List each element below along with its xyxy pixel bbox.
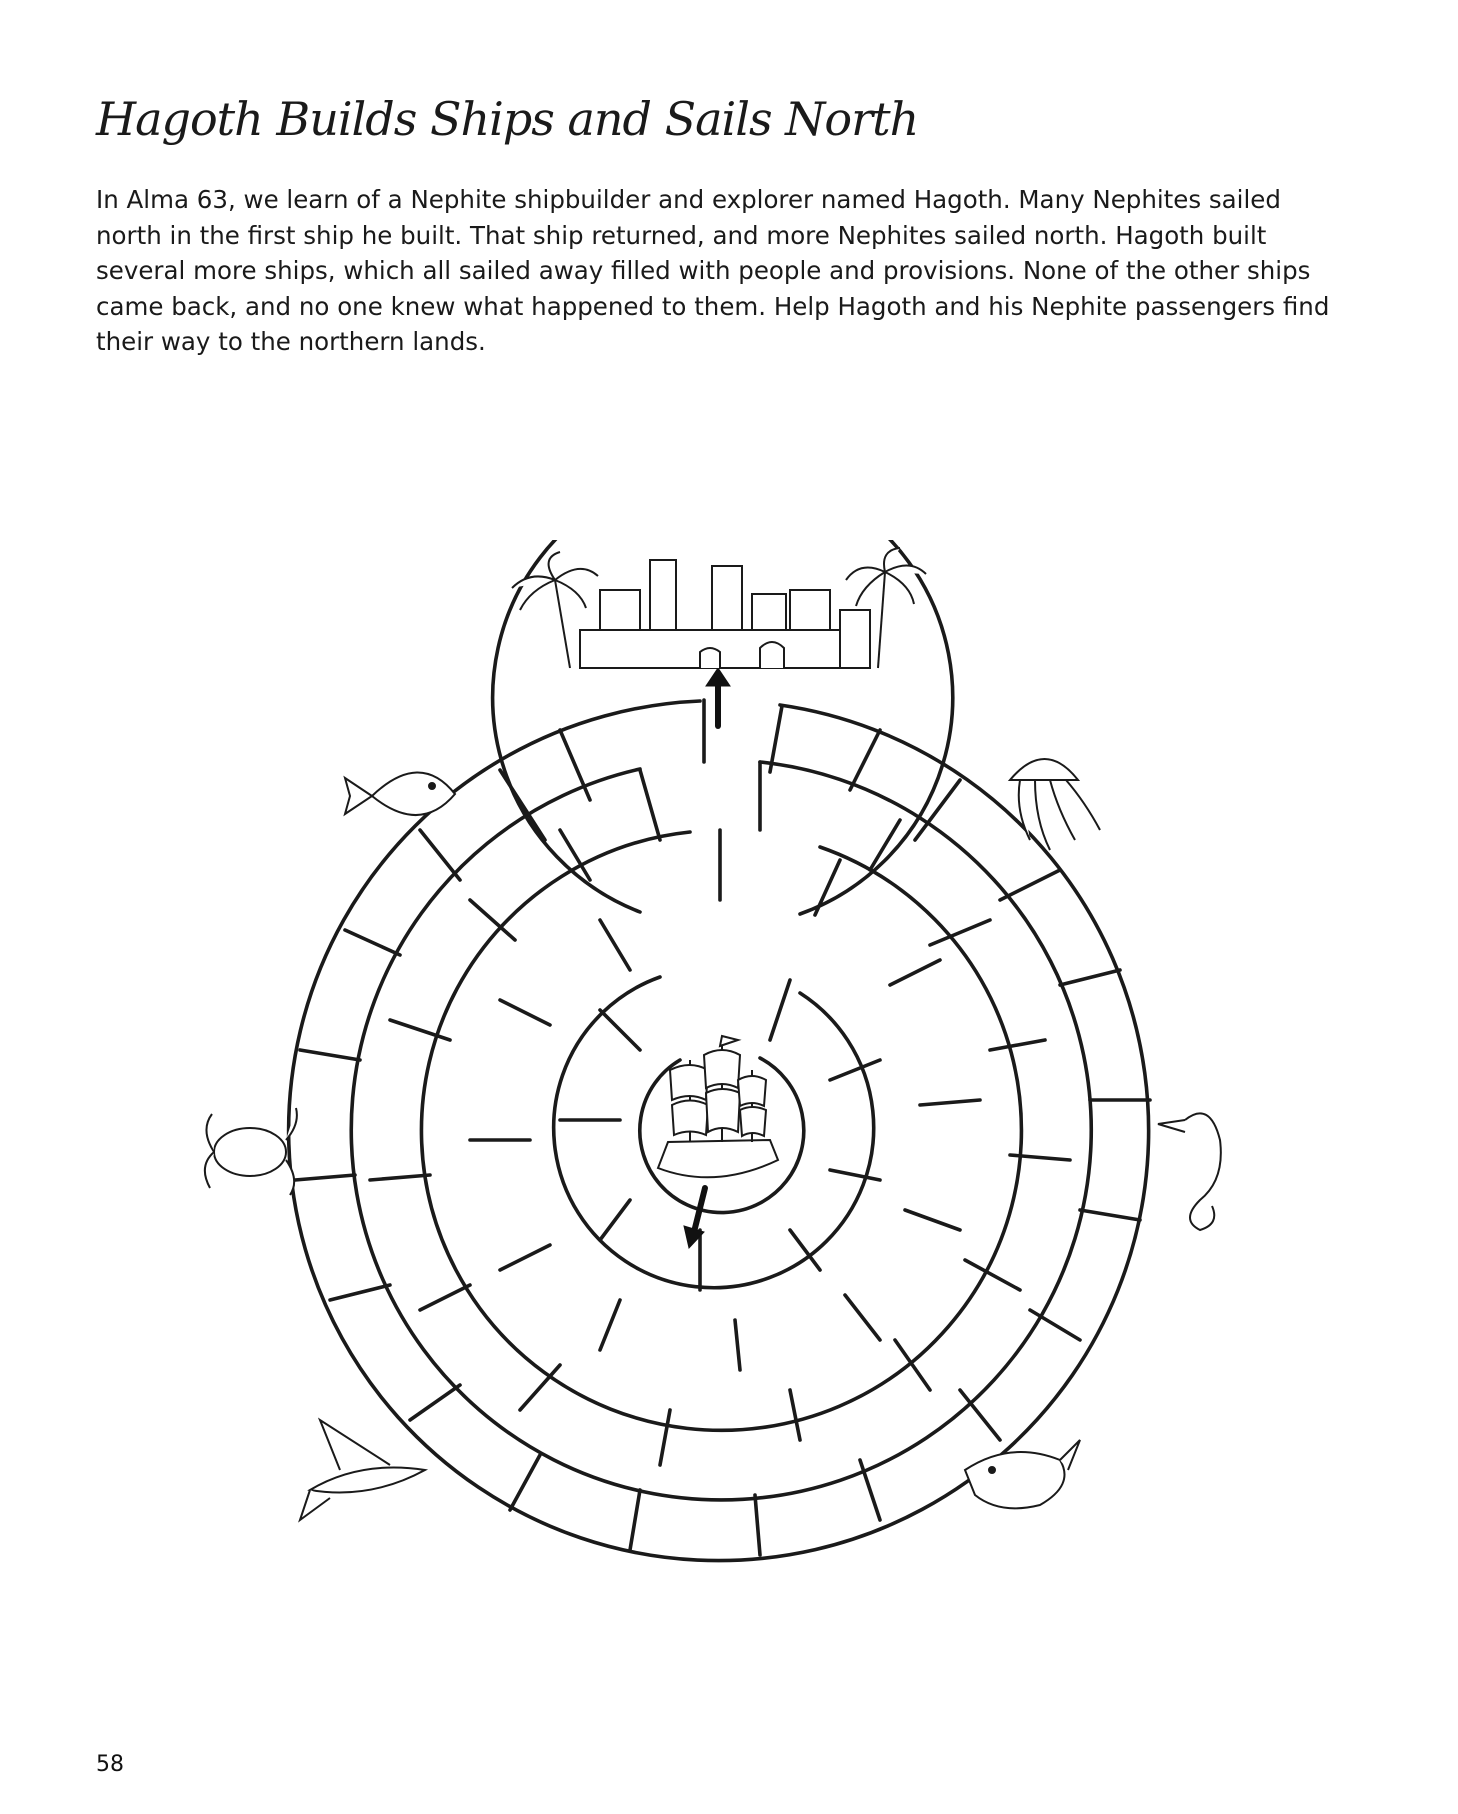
exit-arrow-head xyxy=(706,668,730,686)
northern-city-icon xyxy=(512,548,926,668)
circular-maze[interactable] xyxy=(0,540,1458,1600)
maze-ring-5 xyxy=(554,977,874,1288)
page-title: Hagoth Builds Ships and Sails North xyxy=(96,92,919,146)
maze-drawing xyxy=(0,540,1458,1600)
intro-paragraph: In Alma 63, we learn of a Nephite shipbuilder and explorer named Hagoth. Many Nephites sailed north in the first ship he built. That ship returned, and more Nephites sailed north. Hagoth built several more ships, which all sailed away filled with people and provisions. None of the other ships came back, and no one knew what happened to them. Help Hagoth and his Nephite passengers find their way to the northern lands. xyxy=(96,185,1330,356)
seahorse-icon xyxy=(1158,1113,1221,1230)
dolphin-icon xyxy=(965,1440,1080,1508)
jellyfish-icon xyxy=(1010,759,1100,850)
fish-icon xyxy=(345,772,455,815)
crab-icon xyxy=(205,1108,297,1195)
page-number: 58 xyxy=(96,1752,124,1777)
flying-fish-icon xyxy=(300,1420,425,1520)
